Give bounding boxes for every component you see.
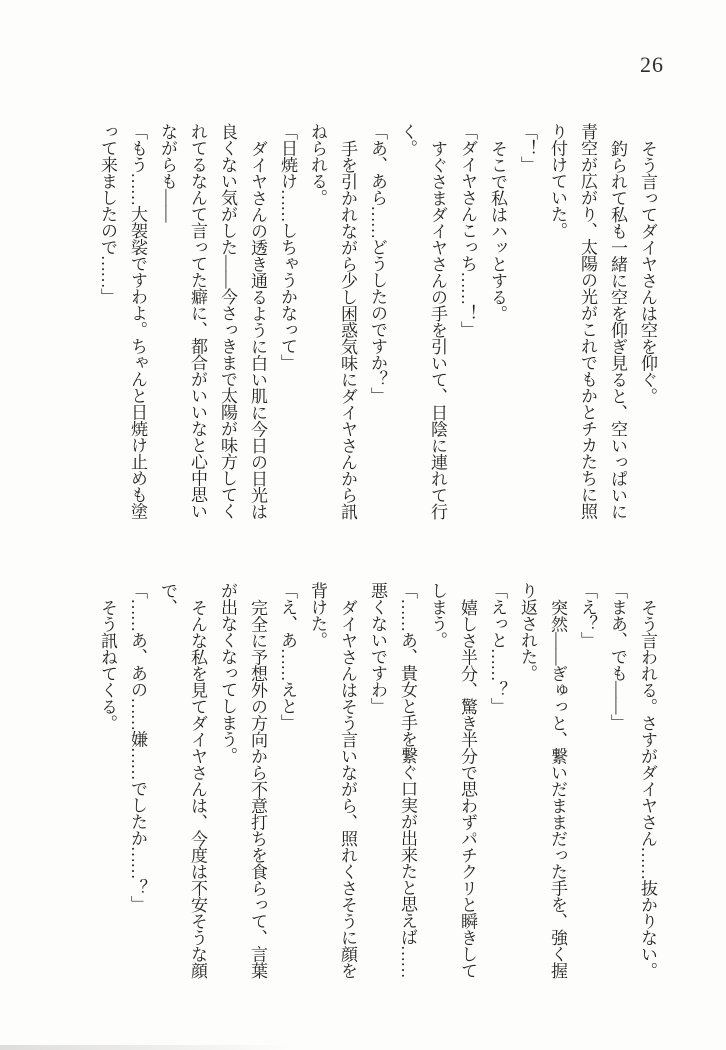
text-line: 「……あ、貴女と手を繋ぐ口実が出来たと思えば…… — [398, 582, 417, 978]
text-line: 悪くないですわ」 — [368, 582, 387, 714]
text-line: 手を引かれながら少し困惑気味にダイヤさんから訊 — [338, 140, 357, 520]
page-number: 26 — [640, 52, 664, 77]
text-line: ねられる。 — [308, 123, 327, 206]
text-line: そこで私はハッとする。 — [488, 140, 507, 322]
text-line: 「……あ、あの……嫌……でしたか……？」 — [128, 582, 147, 912]
text-line: が出なくなってしまう。 — [218, 582, 237, 764]
text-line: 「日焼け……しちゃうかなって」 — [278, 123, 297, 371]
text-line: って来ましたので……」 — [98, 123, 117, 305]
text-line: 完全に予想外の方向から不意打ちを食らって、言葉 — [248, 599, 267, 979]
text-line: 青空が広がり、太陽の光がこれでもかとチカたちに照 — [578, 123, 597, 519]
text-line: で、 — [158, 582, 177, 615]
text-line: 突然――ぎゅっと、繋いだままだった手を、強く握 — [548, 599, 567, 979]
text-line: ダイヤさんはそう言いながら、照れくさそうに顔を — [338, 599, 357, 979]
text-block-top — [90, 123, 662, 525]
text-line: 「え、あ……えと」 — [278, 582, 297, 731]
text-line: 「！」 — [518, 123, 537, 173]
text-line: り付けていた。 — [548, 123, 567, 239]
text-line: 嬉しさ半分、驚き半分で思わずパチクリと瞬きして — [458, 599, 477, 979]
text-line: 「え？」 — [578, 582, 597, 648]
text-line: そう訊ねてくる。 — [98, 599, 117, 731]
text-line: ダイヤさんの透き通るように白い肌に今日の日光は — [248, 140, 267, 520]
text-line: 背けた。 — [308, 582, 327, 648]
scan-edge-shadow — [0, 1045, 290, 1050]
text-line: そんな私を見てダイヤさんは、今度は不安そうな顔 — [188, 599, 207, 979]
text-line: 「もう……大袈裟ですわよ。ちゃんと日焼け止めも塗 — [128, 123, 147, 519]
text-line: 「まあ、でも――」 — [608, 582, 627, 731]
text-line: 釣られて私も一緒に空を仰ぎ見ると、空いっぱいに — [608, 140, 627, 520]
text-line: そう言ってダイヤさんは空を仰ぐ。 — [638, 140, 657, 404]
text-line: 「えっと……？」 — [488, 582, 507, 714]
text-line: 「あ、あら……どうしたのですか？」 — [368, 123, 387, 404]
text-line: 良くない気がした――今さっきまで太陽が味方してく — [218, 123, 237, 519]
text-line: れてるなんて言ってた癖に、都合がいいなと心中思い — [188, 123, 207, 519]
text-line: り返された。 — [518, 582, 537, 681]
text-line: ながらも―― — [158, 123, 177, 222]
text-line: そう言われる。さすがダイヤさん……抜かりない。 — [638, 599, 657, 979]
text-line: 「ダイヤさんこっち……！」 — [458, 123, 477, 338]
text-line: しまう。 — [428, 582, 447, 648]
text-block-bottom — [90, 582, 662, 984]
text-line: く。 — [398, 123, 417, 156]
text-line: すぐさまダイヤさんの手を引いて、日陰に連れて行 — [428, 140, 447, 520]
